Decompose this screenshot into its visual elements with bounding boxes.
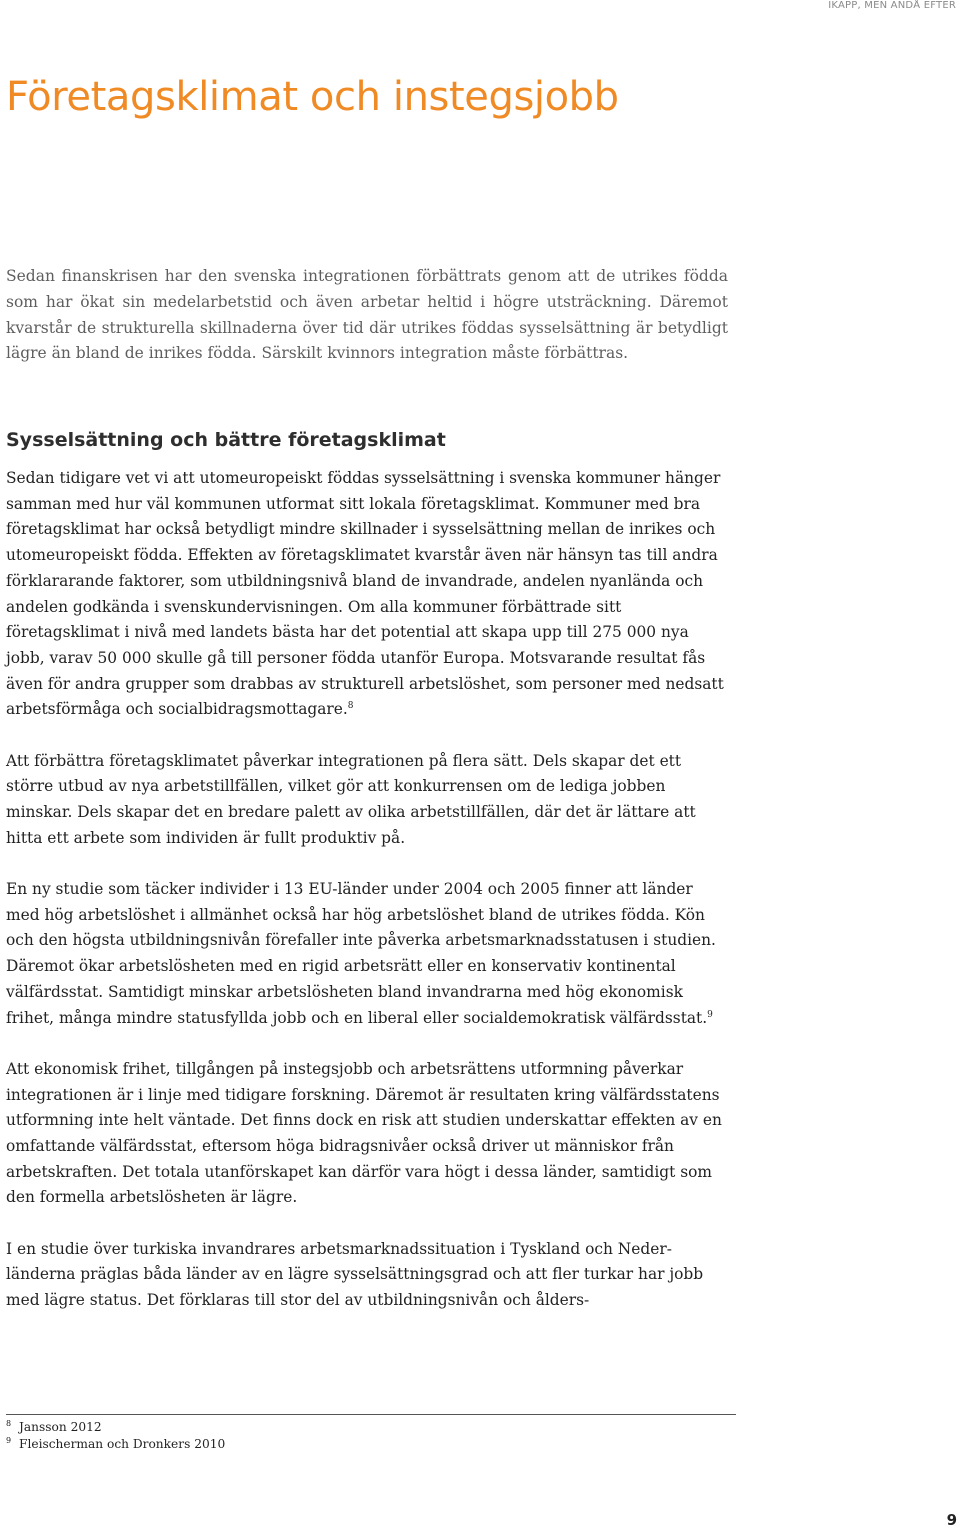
body-paragraph: [6, 1057, 730, 1211]
footnote-text: Fleischerman och Dronkers 2010: [19, 1437, 226, 1451]
body-paragraph: [6, 749, 730, 852]
footnotes: [6, 1419, 225, 1453]
paragraph-text: I en studie över turkiska invandrares arbetsmarknadssituation i Tyskland och Nederländerna präglas båda länder av en lägre sysselsättningsgrad och att fler turkar har jobb med lägre status. Det förklaras till stor del av utbildningsnivån och ålders-: [6, 1239, 704, 1310]
page-number: 9: [946, 1511, 957, 1529]
footnote-reference[interactable]: 9: [707, 1009, 713, 1020]
paragraph-text: Att förbättra företagsklimatet påverkar integrationen på flera sätt. Dels skapar det ett större utbud av nya arbetstillfällen, vilket gör att konkurrensen om de lediga jobben minskar. Dels skapar det en bredare palett av olika arbetstillfällen, där det är lättare att hitta ett arbete som individen är fullt produktiv på.: [6, 751, 696, 847]
paragraph-text: Att ekonomisk frihet, tillgången på instegsjobb och arbetsrättens utformning påverkar integrationen är i linje med tidigare forskning. Däremot är resultaten kring välfärdsstatens utformning inte helt väntade. Det finns dock en risk att studien underskattar effekten av en omfattande välfärdsstat, eftersom höga bidragsnivåer också driver ut människor från arbetskraften. Det totala utanförskapet kan därför vara högt i dessa länder, samtidigt som den formella arbetslösheten är lägre.: [6, 1059, 722, 1207]
footnote-text: Jansson 2012: [19, 1420, 102, 1434]
lead-paragraph: Sedan finanskrisen har den svenska integrationen förbättrats genom att de utrikes födda som har ökat sin medelarbetstid och även arbetar heltid i högre utsträckning. Däremot kvarstår de strukturella skillnaderna över tid där utrikes föddas sysselsättning är betydligt lägre än bland de inrikes födda. Särskilt kvinnors integration måste förbättras.: [6, 267, 728, 363]
footnote-item: 9 Fleischerman och Dronkers 2010: [6, 1435, 226, 1451]
paragraph-text: Sedan tidigare vet vi att utomeuropeiskt föddas sysselsättning i svenska kommuner hänger samman med hur väl kommunen utformat sitt lokala företagsklimat. Kommuner med bra företagsklimat har också betydligt mindre skillnader i sysselsättning mellan de inrikes och utomeuropeiskt födda. Effekten av företagsklimatet kvarstår även när hänsyn tas till andra förklararande faktorer, som utbildningsnivå bland de invandrade, andelen nyanlända och andelen godkända i svenskundervisningen. Om alla kommuner förbättrade sitt företagsklimat i nivå med landets bästa har det potential att skapa upp till 275 000 nya jobb, varav 50 000 skulle gå till personer födda utanför Europa. Motsvarande resultat fås även för andra grupper som drabbas av strukturell arbetslöshet, som personer med nedsatt arbetsförmåga och socialbidragsmottagare.: [6, 469, 724, 719]
footnote-item: 8 Jansson 2012: [6, 1418, 102, 1434]
body-paragraph: [6, 877, 730, 1031]
body-paragraph: [6, 1237, 730, 1314]
running-header: IKAPP, MEN ÄNDÅ EFTER: [828, 0, 956, 11]
body-text: [6, 466, 730, 1339]
footnote-reference[interactable]: 8: [347, 701, 354, 712]
paragraph-text: En ny studie som täcker individer i 13 EU-länder under 2004 och 2005 finner att länder med hög arbetslöshet i allmänhet också har hög arbetslöshet bland de utrikes födda. Kön och den högsta utbildningsnivån förefaller inte påverka arbetsmarknadsstatusen i studien. Däremot ökar arbetslösheten med en rigid arbetsrätt eller en konservativ kontinental välfärdsstat. Samtidigt minskar arbetslösheten bland invandrarna med hög ekonomisk frihet, många mindre statusfyllda jobb och en liberal eller socialdemokratisk välfärdsstat.: [6, 880, 716, 1027]
body-paragraph: [6, 466, 730, 723]
page-title: Företagsklimat och instegsjobb: [6, 74, 619, 120]
section-heading: Sysselsättning och bättre företagsklimat: [6, 429, 446, 451]
footnote-divider: [6, 1414, 736, 1415]
